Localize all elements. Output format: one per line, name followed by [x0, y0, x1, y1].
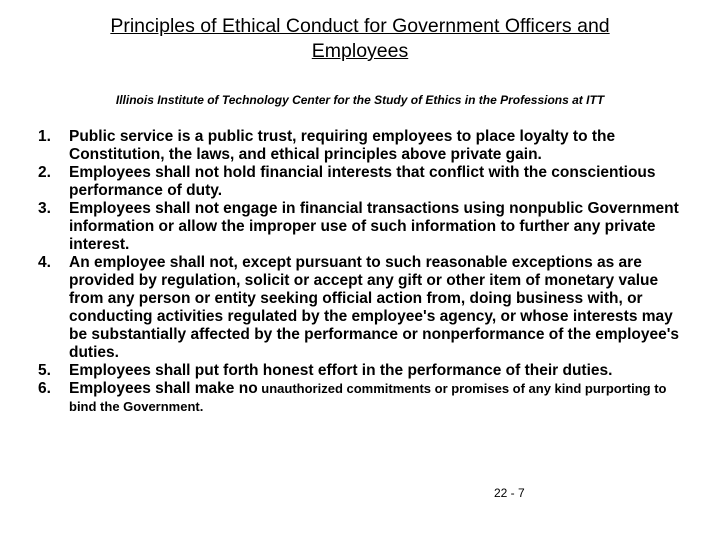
list-item	[30, 164, 690, 200]
item-text: Employees shall not hold financial interests that conflict with the conscientious performance of duty.	[69, 164, 656, 199]
list-item	[30, 254, 690, 362]
item-number: 6.	[38, 380, 51, 397]
item-number: 3.	[38, 200, 51, 217]
page-number: 22 - 7	[494, 486, 525, 500]
item-text-small: unauthorized commitments or promises of any kind purporting to bind the Government.	[69, 381, 667, 414]
list-item	[30, 362, 690, 380]
list-item	[30, 200, 690, 254]
item-number: 5.	[38, 362, 51, 379]
item-text: Public service is a public trust, requiring employees to place loyalty to the Constitution, the laws, and ethical principles above private gain.	[69, 128, 616, 163]
item-text: Employees shall not engage in financial transactions using nonpublic Government information or allow the improper use of such information to further any private interest.	[69, 200, 679, 253]
item-number: 1.	[38, 128, 51, 145]
list-item	[30, 128, 690, 164]
item-text: An employee shall not, except pursuant to such reasonable exceptions as are provided by regulation, solicit or accept any gift or other item of monetary value from any person or entity seeking official action from, doing business with, or conducting activities regulated by the employee's agency, or whose interests may be substantially affected by the performance or nonperformance of the employee's duties.	[69, 254, 680, 361]
principles-list	[30, 128, 690, 416]
item-text: Employees shall put forth honest effort in the performance of their duties.	[69, 362, 613, 379]
item-number: 2.	[38, 164, 51, 181]
list-item	[30, 380, 690, 416]
slide-title: Principles of Ethical Conduct for Government Officers and Employees	[110, 15, 610, 62]
item-number: 4.	[38, 254, 51, 271]
item-text: Employees shall make no	[69, 380, 258, 397]
slide-subtitle: Illinois Institute of Technology Center for the Study of Ethics in the Professions at ITT	[115, 93, 605, 107]
